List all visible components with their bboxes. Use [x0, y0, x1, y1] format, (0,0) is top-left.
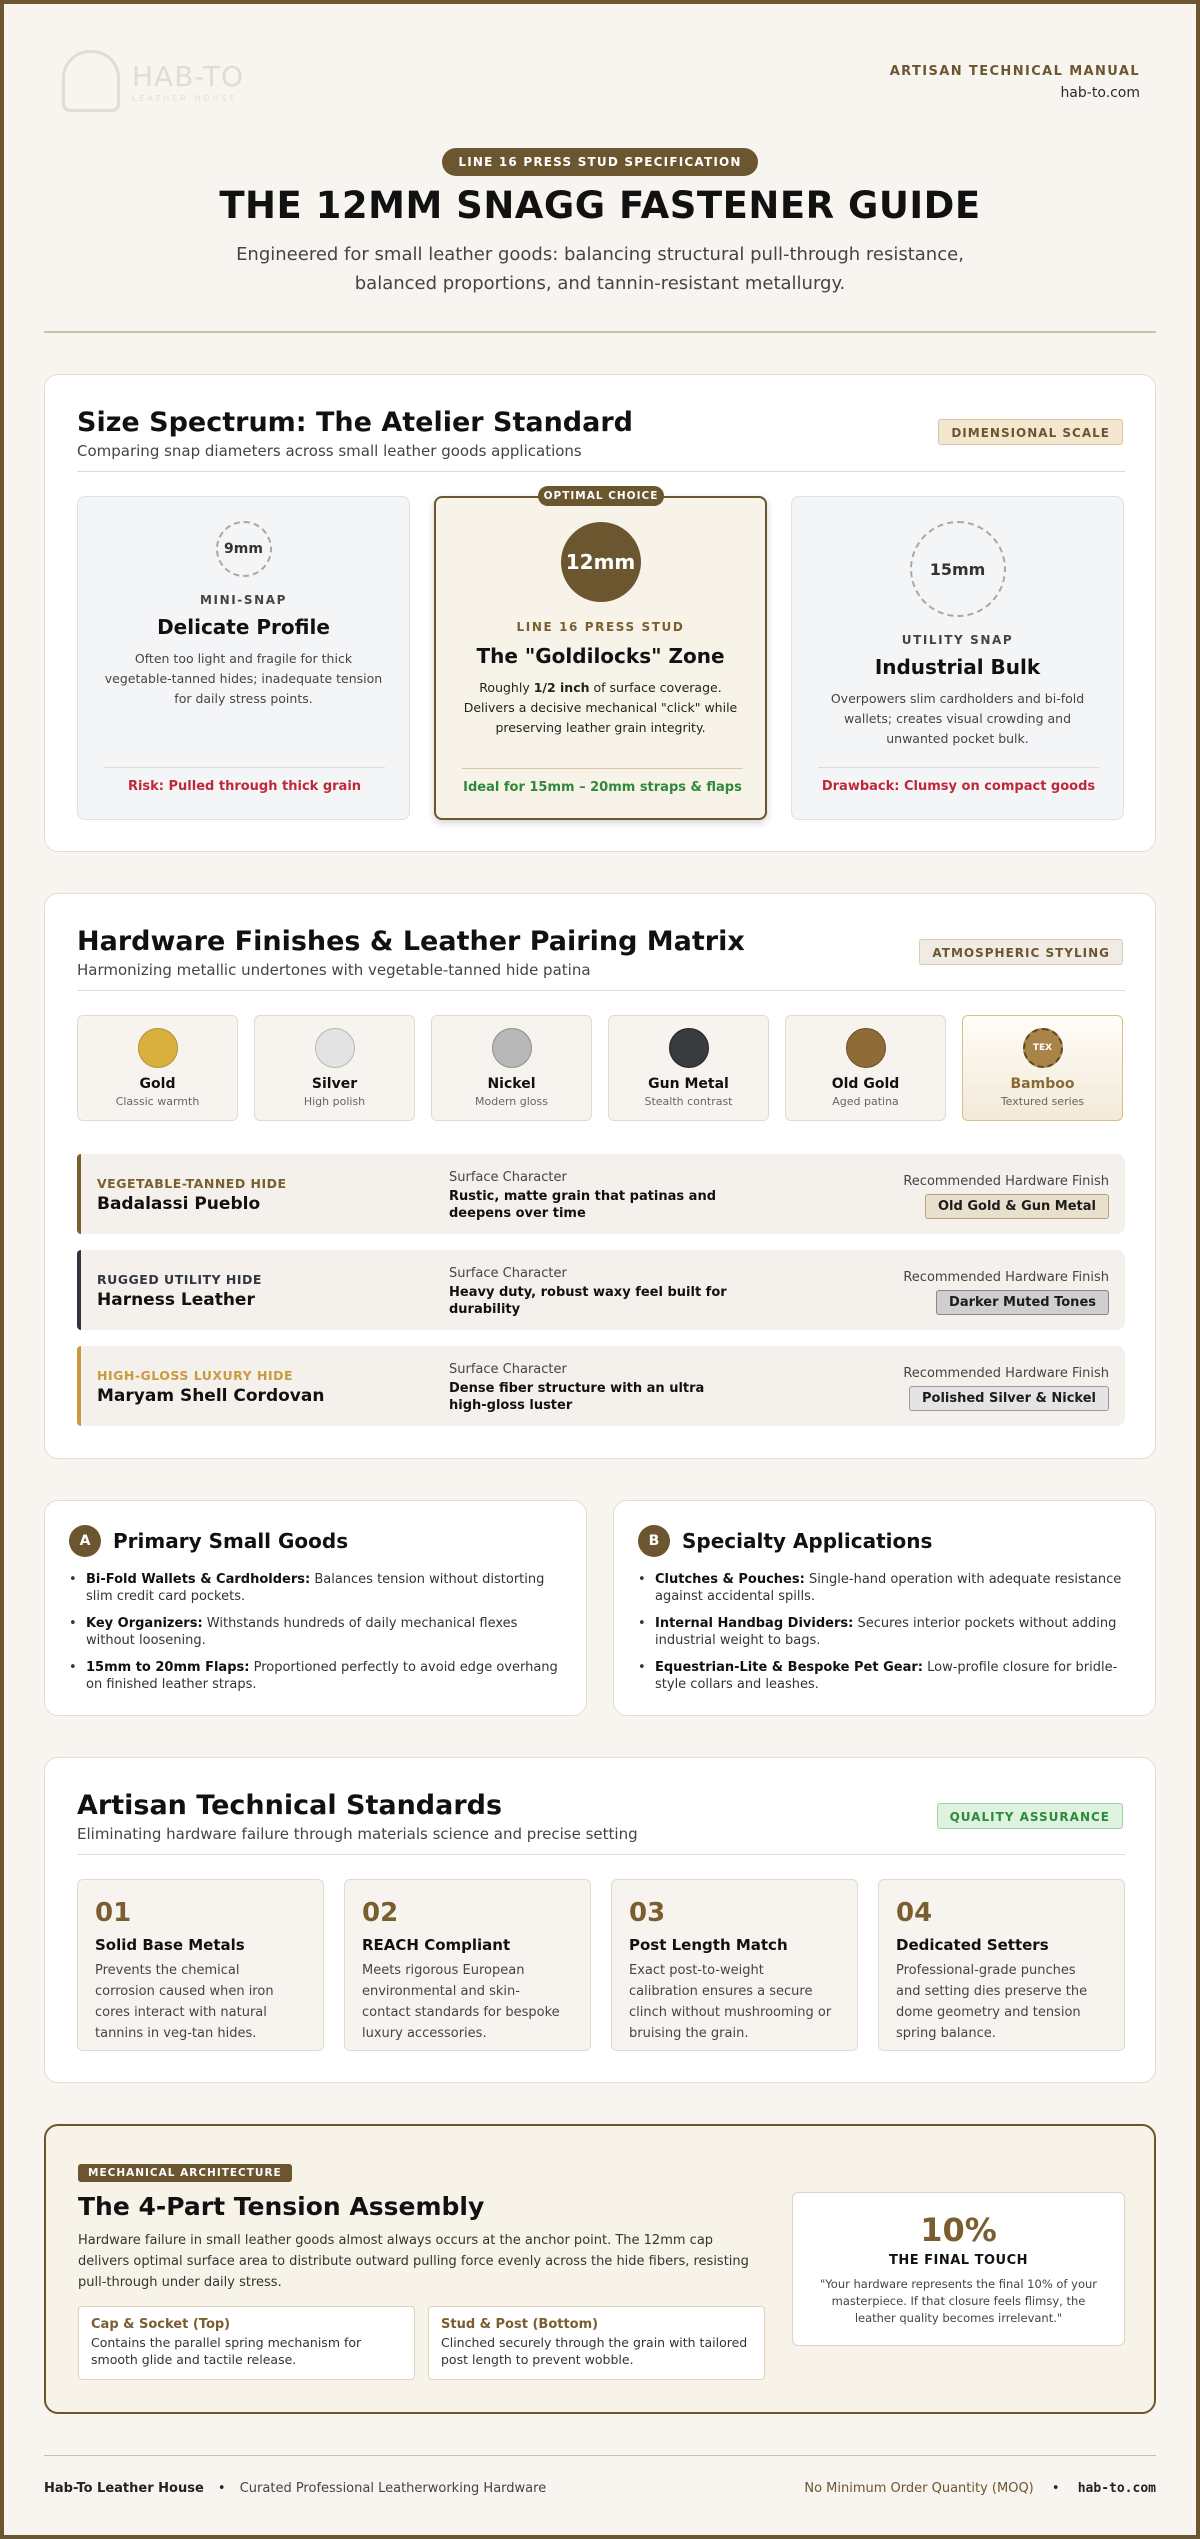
header-url-link[interactable]: hab-to.com — [1060, 85, 1140, 101]
row-accent — [77, 1250, 81, 1330]
footer-left — [44, 2481, 546, 2496]
application-card-primary — [44, 1500, 587, 1716]
atmospheric-styling-tag: ATMOSPHERIC STYLING — [919, 939, 1123, 965]
section-subtitle: Eliminating hardware failure through materials science and precise setting — [77, 1825, 638, 1843]
swatch-desc: Classic warmth — [115, 1095, 200, 1108]
pairing-row-badalassi — [77, 1154, 1125, 1234]
recommended-finish-badge: Darker Muted Tones — [936, 1290, 1109, 1315]
swatch-desc: High polish — [303, 1095, 366, 1108]
application-list — [69, 1571, 562, 1703]
recommended-label: Recommended Hardware Finish — [903, 1270, 1109, 1285]
manual-header — [890, 64, 1140, 101]
swatch-nickel[interactable] — [431, 1015, 592, 1121]
final-touch-stat: 10% — [920, 2211, 997, 2249]
swatch-old-gold[interactable] — [785, 1015, 946, 1121]
swatch-name: Old Gold — [831, 1076, 900, 1092]
size-circle-15mm: 15mm — [910, 521, 1006, 617]
section-title: Size Spectrum: The Atelier Standard — [77, 407, 633, 438]
surface-value: Dense fiber structure with an ultra high-gloss luster — [449, 1381, 705, 1413]
swatch-name: Gold — [139, 1076, 176, 1092]
size-kicker: MINI-SNAP — [199, 593, 288, 607]
optimal-choice-badge: OPTIMAL CHOICE — [538, 486, 664, 506]
part-desc: Clinched securely through the grain with tailored post length to prevent wobble. — [441, 2335, 748, 2367]
spec-pill: LINE 16 PRESS STUD SPECIFICATION — [442, 148, 758, 176]
surface-label: Surface Character — [449, 1170, 567, 1185]
application-card-specialty — [613, 1500, 1156, 1716]
size-kicker: LINE 16 PRESS STUD — [516, 620, 685, 634]
standard-number: 02 — [362, 1898, 399, 1928]
application-list — [638, 1571, 1131, 1703]
surface-value: Rustic, matte grain that patinas and deepens over time — [449, 1189, 717, 1221]
standard-number: 04 — [896, 1898, 933, 1928]
standard-card-4 — [878, 1879, 1125, 2051]
standard-number: 03 — [629, 1898, 666, 1928]
part-desc: Contains the parallel spring mechanism for smooth glide and tactile release. — [91, 2335, 362, 2367]
silver-swatch-icon — [315, 1028, 355, 1068]
standard-card-3 — [611, 1879, 858, 2051]
size-circle-12mm: 12mm — [561, 522, 641, 602]
badge-a: A — [69, 1525, 101, 1557]
standard-desc: Meets rigorous European environmental and skin-contact standards for bespoke luxury accessories. — [362, 1963, 560, 2041]
badge-b: B — [638, 1525, 670, 1557]
swatch-name: Bamboo — [1010, 1076, 1075, 1092]
card-divider — [818, 767, 1099, 768]
standard-desc: Prevents the chemical corrosion caused when iron cores interact with natural tannins in veg-tan hides. — [95, 1963, 274, 2041]
swatch-gold[interactable] — [77, 1015, 238, 1121]
size-card-9mm — [77, 496, 410, 820]
surface-value: Heavy duty, robust waxy feel built for durability — [449, 1285, 727, 1317]
recommended-label: Recommended Hardware Finish — [903, 1174, 1109, 1189]
hide-kicker: HIGH-GLOSS LUXURY HIDE — [97, 1368, 294, 1383]
swatch-name: Nickel — [487, 1076, 536, 1092]
swatch-desc: Modern gloss — [475, 1095, 548, 1108]
list-item: • Clutches & Pouches: Single-hand operation with adequate resistance against accidental spills. — [638, 1571, 1131, 1605]
swatch-bamboo[interactable] — [962, 1015, 1123, 1121]
mechanics-desc: Hardware failure in small leather goods almost always occurs at the anchor point. The 12mm cap delivers optimal surface area to distribute outward pulling force evenly across the hide fibers, resisting pull-through under daily stress. — [78, 2233, 749, 2290]
section-divider — [77, 1854, 1125, 1855]
hide-name: Maryam Shell Cordovan — [97, 1386, 325, 1406]
part-card-top — [78, 2306, 415, 2380]
hide-name: Harness Leather — [97, 1290, 255, 1310]
size-spectrum-section — [44, 374, 1156, 852]
size-kicker: UTILITY SNAP — [901, 633, 1014, 647]
old-gold-swatch-icon — [846, 1028, 886, 1068]
size-drawback-note: Drawback: Clumsy on compact goods — [821, 779, 1096, 794]
footer-moq: No Minimum Order Quantity (MOQ) — [804, 2481, 1034, 2496]
list-item: • Internal Handbag Dividers: Secures interior pockets without adding industrial weight to bags. — [638, 1615, 1131, 1649]
size-ideal-note: Ideal for 15mm – 20mm straps & flaps — [463, 780, 742, 795]
dimensional-scale-tag: DIMENSIONAL SCALE — [938, 419, 1123, 445]
size-card-12mm — [434, 490, 767, 820]
pairing-row-cordovan — [77, 1346, 1125, 1426]
size-description: Often too light and fragile for thick vegetable-tanned hides; inadequate tension for daily stress points. — [104, 651, 383, 706]
application-title: Specialty Applications — [682, 1529, 933, 1553]
recommended-label: Recommended Hardware Finish — [903, 1366, 1109, 1381]
size-description: Overpowers slim cardholders and bi-fold wallets; creates visual crowding and unwanted pocket bulk. — [830, 691, 1085, 746]
hide-name: Badalassi Pueblo — [97, 1194, 261, 1214]
size-card-15mm — [791, 496, 1124, 820]
standards-section — [44, 1757, 1156, 2083]
part-title: Stud & Post (Bottom) — [441, 2317, 599, 2332]
surface-label: Surface Character — [449, 1266, 567, 1281]
footer-brand: Hab-To Leather House — [44, 2481, 204, 2496]
gold-swatch-icon — [138, 1028, 178, 1068]
part-title: Cap & Socket (Top) — [91, 2317, 231, 2332]
bamboo-texture-icon: TEX — [1023, 1028, 1063, 1068]
manual-label: ARTISAN TECHNICAL MANUAL — [889, 64, 1140, 79]
quality-assurance-tag: QUALITY ASSURANCE — [937, 1803, 1123, 1829]
part-card-bottom — [428, 2306, 765, 2380]
size-name: Delicate Profile — [157, 615, 330, 639]
logo-name: HAB-TO — [132, 60, 245, 93]
mechanical-architecture-tag: MECHANICAL ARCHITECTURE — [78, 2164, 292, 2182]
size-description: Roughly 1/2 inch of surface coverage. Delivers a decisive mechanical "click" while preserving leather grain integrity. — [463, 680, 738, 735]
final-touch-quote: "Your hardware represents the final 10% of your masterpiece. If that closure feels flimsy, the leather quality becomes irrelevant." — [820, 2277, 1097, 2325]
hide-kicker: RUGGED UTILITY HIDE — [97, 1272, 262, 1287]
size-risk-note: Risk: Pulled through thick grain — [127, 779, 362, 794]
surface-label: Surface Character — [449, 1362, 567, 1377]
swatch-desc: Aged patina — [832, 1095, 899, 1108]
nickel-swatch-icon — [492, 1028, 532, 1068]
footer-right — [804, 2481, 1156, 2496]
list-item: • 15mm to 20mm Flaps: Proportioned perfectly to avoid edge overhang on finished leather straps. — [69, 1659, 562, 1693]
standard-title: Post Length Match — [629, 1936, 788, 1954]
size-name: The "Goldilocks" Zone — [476, 644, 725, 668]
section-title: Artisan Technical Standards — [77, 1790, 503, 1821]
swatch-name: Silver — [311, 1076, 358, 1092]
final-touch-label: THE FINAL TOUCH — [888, 2253, 1029, 2268]
section-title: Hardware Finishes & Leather Pairing Matrix — [77, 926, 745, 957]
gun-metal-swatch-icon — [669, 1028, 709, 1068]
recommended-finish-badge: Old Gold & Gun Metal — [925, 1194, 1109, 1219]
standard-title: Solid Base Metals — [95, 1936, 245, 1954]
standard-title: Dedicated Setters — [896, 1936, 1049, 1954]
footer-separator: • — [217, 2481, 226, 2496]
standard-desc: Exact post-to-weight calibration ensures a secure clinch without mushrooming or bruising the grain. — [629, 1963, 832, 2041]
standard-card-1 — [77, 1879, 324, 2051]
standard-number: 01 — [95, 1898, 132, 1928]
row-accent — [77, 1154, 81, 1234]
mechanics-section — [44, 2124, 1156, 2414]
logo-subtitle: LEATHER HOUSE — [132, 94, 238, 103]
application-title: Primary Small Goods — [113, 1529, 349, 1553]
list-item: • Equestrian-Lite & Bespoke Pet Gear: Low-profile closure for bridle-style collars and leashes. — [638, 1659, 1131, 1693]
hide-kicker: VEGETABLE-TANNED HIDE — [97, 1176, 287, 1191]
mechanics-title: The 4-Part Tension Assembly — [78, 2192, 485, 2221]
standard-desc: Professional-grade punches and setting dies preserve the dome geometry and tension spring balance. — [896, 1963, 1088, 2041]
brand-logo — [62, 48, 262, 118]
card-divider — [104, 767, 385, 768]
footer-tagline: Curated Professional Leatherworking Hardware — [239, 2481, 547, 2496]
standard-card-2 — [344, 1879, 591, 2051]
swatch-silver[interactable] — [254, 1015, 415, 1121]
pairing-row-harness — [77, 1250, 1125, 1330]
size-name: Industrial Bulk — [874, 655, 1041, 679]
swatch-gun-metal[interactable] — [608, 1015, 769, 1121]
swatch-name: Gun Metal — [648, 1076, 729, 1092]
footer-url-link[interactable]: hab-to.com — [1077, 2481, 1156, 2496]
card-divider — [462, 768, 743, 769]
section-subtitle: Comparing snap diameters across small leather goods applications — [77, 442, 582, 460]
header-divider — [44, 331, 1156, 333]
section-subtitle: Harmonizing metallic undertones with vegetable-tanned hide patina — [77, 961, 591, 979]
page-title: THE 12MM SNAGG FASTENER GUIDE — [219, 184, 981, 227]
list-item: • Bi-Fold Wallets & Cardholders: Balances tension without distorting slim credit card pockets. — [69, 1571, 562, 1605]
finishes-section — [44, 893, 1156, 1459]
swatch-desc: Textured series — [1000, 1095, 1085, 1108]
row-accent — [77, 1346, 81, 1426]
section-divider — [77, 990, 1125, 991]
footer-separator: • — [1051, 2481, 1060, 2496]
standard-title: REACH Compliant — [362, 1936, 511, 1954]
page-subtitle: Engineered for small leather goods: balancing structural pull-through resistance, balanced proportions, and tannin-resistant metallurgy. — [236, 244, 964, 294]
final-touch-card — [792, 2192, 1125, 2346]
recommended-finish-badge: Polished Silver & Nickel — [909, 1386, 1109, 1411]
section-divider — [77, 471, 1125, 472]
footer-divider — [44, 2455, 1156, 2456]
size-circle-9mm: 9mm — [216, 521, 272, 577]
list-item: • Key Organizers: Withstands hundreds of daily mechanical flexes without loosening. — [69, 1615, 562, 1649]
swatch-desc: Stealth contrast — [644, 1095, 733, 1108]
horse-head-icon — [62, 50, 120, 112]
